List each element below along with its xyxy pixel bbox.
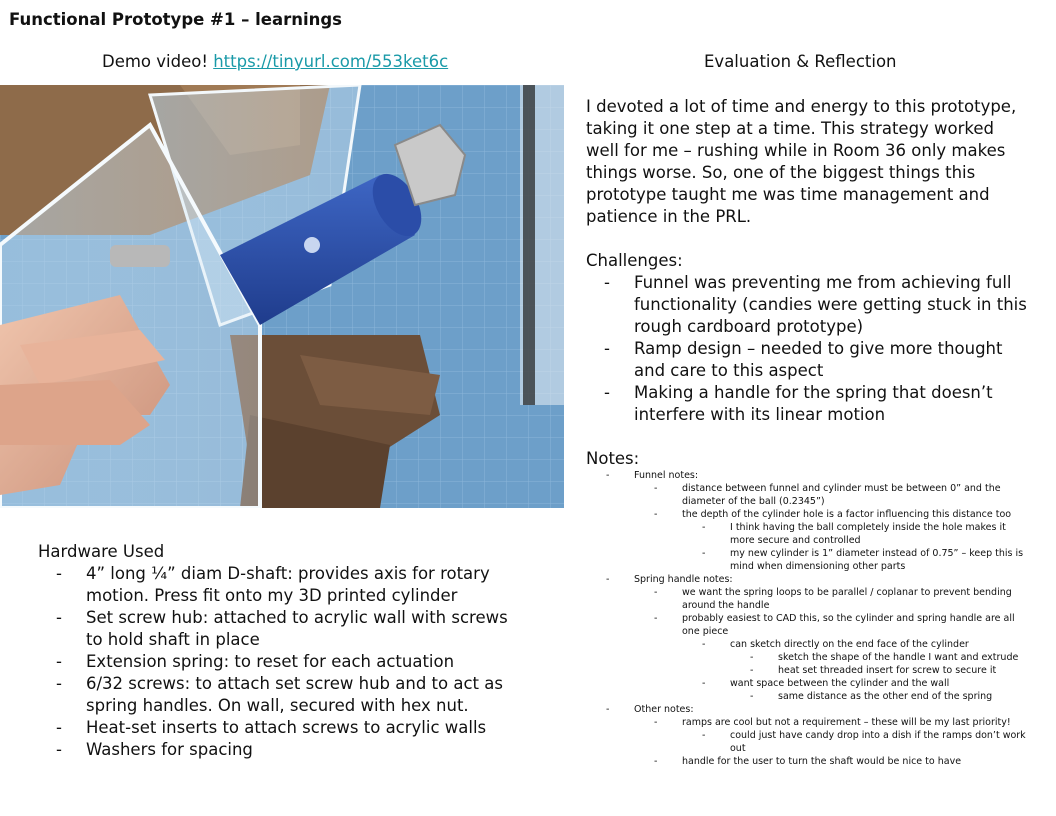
list-item: - Funnel was preventing me from achieving full functionality (candies were getting stuck in this rough cardboard prototype): [586, 272, 1036, 338]
hardware-heading: Hardware Used: [38, 542, 165, 561]
list-item: - probably easiest to CAD this, so the cylinder and spring handle are all one piece: [586, 612, 1026, 638]
challenges-heading: Challenges:: [586, 251, 683, 270]
list-item: - 4” long ¼” diam D-shaft: provides axis for rotary motion. Press fit onto my 3D printed cylinder: [38, 563, 528, 607]
list-item: - can sketch directly on the end face of the cylinder: [586, 638, 1026, 651]
list-item: - Set screw hub: attached to acrylic wall with screws to hold shaft in place: [38, 607, 528, 651]
list-item: - ramps are cool but not a requirement – these will be my last priority!: [586, 716, 1026, 729]
list-item: - sketch the shape of the handle I want and extrude: [586, 651, 1026, 664]
demo-label: Demo video!: [102, 52, 214, 71]
list-item: - Making a handle for the spring that doesn’t interfere with its linear motion: [586, 382, 1036, 426]
demo-video-link[interactable]: https://tinyurl.com/553ket6c: [213, 52, 449, 71]
list-item: - my new cylinder is 1” diameter instead of 0.75” – keep this is mind when dimensioning other parts: [586, 547, 1026, 573]
list-item: - the depth of the cylinder hole is a factor influencing this distance too: [586, 508, 1026, 521]
list-item: - Washers for spacing: [38, 739, 528, 761]
list-item: - we want the spring loops to be parallel / coplanar to prevent bending around the handle: [586, 586, 1026, 612]
list-item: - want space between the cylinder and the wall: [586, 677, 1026, 690]
list-item: - Extension spring: to reset for each actuation: [38, 651, 528, 673]
list-item: - handle for the user to turn the shaft would be nice to have: [586, 755, 1026, 768]
hardware-list: [38, 563, 528, 761]
list-item: - Ramp design – needed to give more thought and care to this aspect: [586, 338, 1036, 382]
notes-heading: Notes:: [586, 449, 640, 468]
list-item: - distance between funnel and cylinder must be between 0” and the diameter of the ball (0.2345”): [586, 482, 1026, 508]
list-item: - Funnel notes:: [586, 469, 1026, 482]
list-item: - I think having the ball completely inside the hole makes it more secure and controlled: [586, 521, 1026, 547]
challenges-list: [586, 272, 1036, 426]
evaluation-heading: Evaluation & Reflection: [704, 52, 897, 71]
page-title: Functional Prototype #1 – learnings: [9, 10, 343, 29]
list-item: - 6/32 screws: to attach set screw hub and to act as spring handles. On wall, secured with hex nut.: [38, 673, 528, 717]
demo-video-line: [102, 52, 448, 71]
prototype-photo-illustration: [0, 85, 564, 508]
list-item: - could just have candy drop into a dish if the ramps don’t work out: [586, 729, 1026, 755]
prototype-photo: [0, 85, 564, 508]
list-item: - Heat-set inserts to attach screws to acrylic walls: [38, 717, 528, 739]
list-item: - same distance as the other end of the spring: [586, 690, 1026, 703]
notes-list: [586, 469, 1026, 768]
reflection-paragraph: I devoted a lot of time and energy to this prototype, taking it one step at a time. This strategy worked well for me – rushing while in Room 36 only makes things worse. So, one of the biggest things this prototype taught me was time management and patience in the PRL.: [586, 97, 1017, 226]
list-item: - heat set threaded insert for screw to secure it: [586, 664, 1026, 677]
list-item: - Spring handle notes:: [586, 573, 1026, 586]
list-item: - Other notes:: [586, 703, 1026, 716]
